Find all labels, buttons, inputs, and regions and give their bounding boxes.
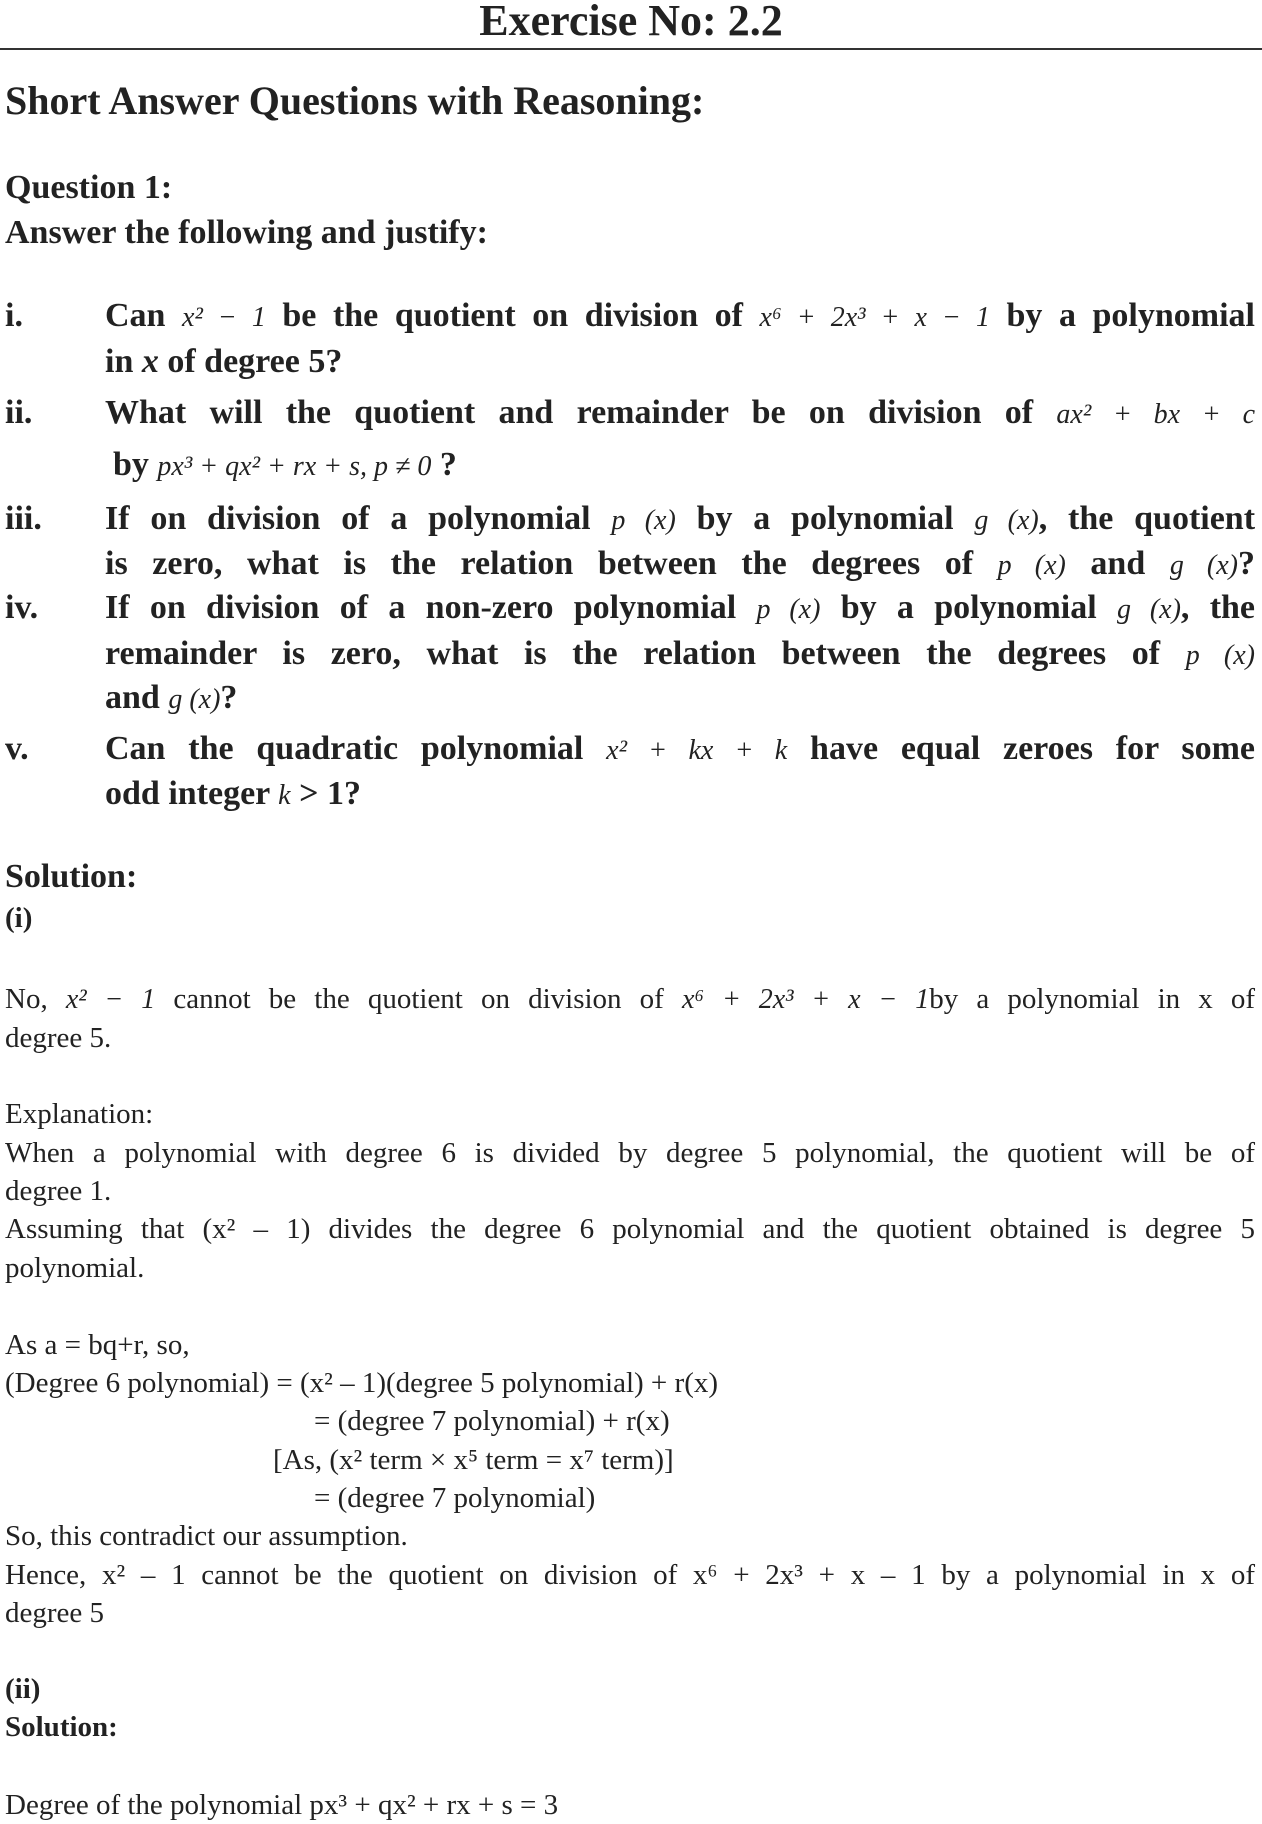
math-expression: x² + kx + k xyxy=(606,735,788,766)
section-heading: Short Answer Questions with Reasoning: xyxy=(5,78,705,123)
question-item-iv-cont2 xyxy=(105,681,237,715)
exercise-title: Exercise No: 2.2 xyxy=(479,0,783,45)
explanation-label: Explanation: xyxy=(5,1098,154,1130)
text: No, xyxy=(5,983,66,1015)
math-expression: p (x) xyxy=(756,594,821,625)
text: ? xyxy=(431,446,457,483)
text: is zero, what is the relation between the degrees of xyxy=(105,545,998,582)
math-expression: ax² + bx + c xyxy=(1056,399,1256,430)
explanation-line: Assuming that (x² – 1) divides the degree 6 polynomial and the quotient obtained is degree 5 xyxy=(5,1213,1255,1245)
question-item-iii xyxy=(105,502,1255,536)
math-expression: x⁶ + 2x³ + x − 1 xyxy=(681,984,930,1015)
question-item-ii xyxy=(105,396,1255,430)
math-variable: x xyxy=(141,343,159,380)
text: and xyxy=(1065,545,1170,582)
equation-line: = (degree 7 polynomial) xyxy=(314,1482,596,1514)
question-item-i xyxy=(105,299,1255,333)
item-number: v. xyxy=(5,730,29,767)
text: Can xyxy=(105,297,183,334)
text: of degree 5? xyxy=(158,343,343,380)
item-number: iii. xyxy=(5,500,42,537)
question-item-v xyxy=(105,732,1255,766)
item-number: i. xyxy=(5,297,23,334)
explanation-line: degree 1. xyxy=(5,1175,112,1207)
math-expression: g (x) xyxy=(1117,594,1181,625)
text: If on division of a non-zero polynomial xyxy=(105,589,757,626)
math-expression: g (x) xyxy=(974,505,1039,536)
item-number: ii. xyxy=(5,394,33,431)
question-item-iv-cont xyxy=(105,637,1255,671)
text: > 1? xyxy=(290,775,361,812)
conclusion-line: degree 5 xyxy=(5,1597,105,1629)
answer-line xyxy=(5,985,1255,1014)
math-expression: x² − 1 xyxy=(65,984,156,1015)
part-label-ii: (ii) xyxy=(5,1673,41,1705)
question-item-ii-cont xyxy=(113,448,457,482)
math-expression: x² − 1 xyxy=(182,302,266,333)
text: cannot be the quotient on division of xyxy=(155,983,682,1015)
question-item-i-cont xyxy=(105,345,342,379)
question-instruction: Answer the following and justify: xyxy=(5,214,488,251)
title-divider xyxy=(0,48,1262,50)
text: be the quotient on division of xyxy=(265,297,760,334)
question-item-iv xyxy=(105,591,1255,625)
text: and xyxy=(105,679,169,716)
question-item-v-cont xyxy=(105,777,361,811)
text: ? xyxy=(1238,545,1256,582)
equation-line: = (degree 7 polynomial) + r(x) xyxy=(314,1405,670,1437)
math-expression: g (x) xyxy=(1169,550,1239,581)
conclusion-line: Hence, x² – 1 cannot be the quotient on division of x⁶ + 2x³ + x – 1 by a polynomial in x of xyxy=(5,1559,1255,1591)
solution-heading: Solution: xyxy=(5,858,138,895)
text: in xyxy=(105,343,142,380)
text: by a polynomial xyxy=(820,589,1118,626)
text: remainder is zero, what is the relation between the degrees of xyxy=(105,635,1186,672)
text: , the quotient xyxy=(1038,500,1256,537)
text: by a polynomial xyxy=(675,500,975,537)
math-variable: k xyxy=(278,780,291,811)
math-expression: x⁶ + 2x³ + x − 1 xyxy=(759,302,990,333)
text: ? xyxy=(220,679,238,716)
text: have equal zeroes for some xyxy=(787,730,1255,767)
question-item-iii-cont xyxy=(105,547,1255,581)
equation-line: As a = bq+r, so, xyxy=(5,1329,190,1361)
math-expression: p (x) xyxy=(997,550,1066,581)
math-expression: g (x) xyxy=(168,684,221,715)
text: What will the quotient and remainder be on division of xyxy=(105,394,1057,431)
solution-heading-2: Solution: xyxy=(5,1711,118,1743)
text: by a polynomial xyxy=(989,297,1255,334)
equation-line: [As, (x² term × x⁵ term = x⁷ term)] xyxy=(273,1444,674,1476)
math-expression: px³ + qx² + rx + s, p ≠ 0 xyxy=(157,451,432,482)
text: If on division of a polynomial xyxy=(105,500,612,537)
question-label: Question 1: xyxy=(5,169,173,206)
text: by a polynomial in x of xyxy=(929,983,1256,1015)
conclusion-line: So, this contradict our assumption. xyxy=(5,1520,408,1552)
text: , the xyxy=(1180,589,1256,626)
equation-line: (Degree 6 polynomial) = (x² – 1)(degree 5 polynomial) + r(x) xyxy=(5,1367,719,1399)
explanation-line: When a polynomial with degree 6 is divided by degree 5 polynomial, the quotient will be of xyxy=(5,1137,1255,1169)
degree-line: Degree of the polynomial px³ + qx² + rx + s = 3 xyxy=(5,1789,559,1821)
item-number: iv. xyxy=(5,589,39,626)
math-expression: p (x) xyxy=(1185,640,1255,671)
text: by xyxy=(113,446,158,483)
answer-line-cont: degree 5. xyxy=(5,1022,112,1054)
part-label-i: (i) xyxy=(5,902,33,934)
text: Can the quadratic polynomial xyxy=(105,730,607,767)
explanation-line: polynomial. xyxy=(5,1252,145,1284)
text: odd integer xyxy=(105,775,279,812)
math-expression: p (x) xyxy=(611,505,676,536)
